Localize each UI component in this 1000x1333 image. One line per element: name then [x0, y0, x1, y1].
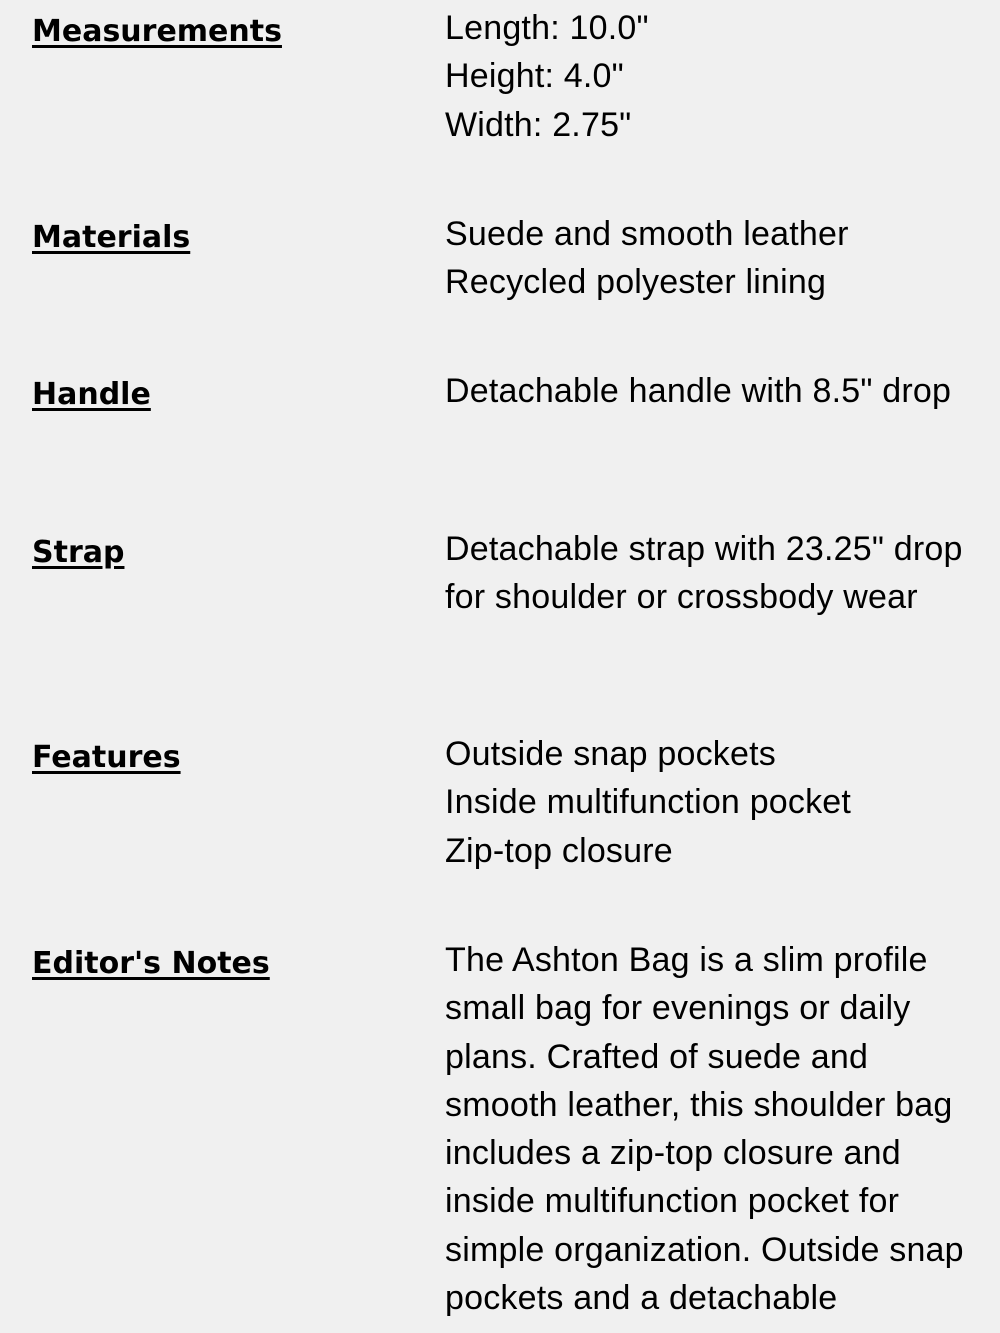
spec-label-materials[interactable]: Materials: [32, 220, 191, 255]
spec-label-handle[interactable]: Handle: [32, 377, 151, 412]
spec-value-measurements: [445, 4, 975, 149]
spec-value-features: [445, 730, 975, 875]
spec-label-editors-notes[interactable]: Editor's Notes: [32, 946, 270, 981]
feature-item: Outside snap pockets: [445, 735, 776, 773]
spec-label-measurements[interactable]: Measurements: [32, 14, 282, 49]
feature-item: Zip-top closure: [445, 831, 673, 870]
material-item: Suede and smooth leather: [445, 215, 849, 253]
measurement-width: Width: 2.75": [445, 105, 632, 144]
measurement-length: Length: 10.0": [445, 9, 649, 47]
spec-label-strap[interactable]: Strap: [32, 535, 125, 570]
editors-notes-text: The Ashton Bag is a slim profile small bag for evenings or daily plans. Crafted of suede and smooth leather, this shoulder bag includes a zip-top closure and inside multifunction pocket for simple organization. Outside snap pockets and a detachable: [445, 941, 964, 1318]
spec-value-handle: [445, 367, 975, 415]
spec-value-materials: [445, 210, 975, 307]
feature-item: Inside multifunction pocket: [445, 783, 852, 822]
spec-value-strap: [445, 525, 975, 622]
material-item: Recycled polyester lining: [445, 263, 827, 302]
strap-description: Detachable strap with 23.25" drop for shoulder or crossbody wear: [445, 530, 963, 617]
measurement-height: Height: 4.0": [445, 57, 624, 96]
handle-description: Detachable handle with 8.5" drop: [445, 372, 952, 410]
spec-value-editors-notes: [445, 936, 975, 1322]
spec-label-features[interactable]: Features: [32, 740, 181, 775]
